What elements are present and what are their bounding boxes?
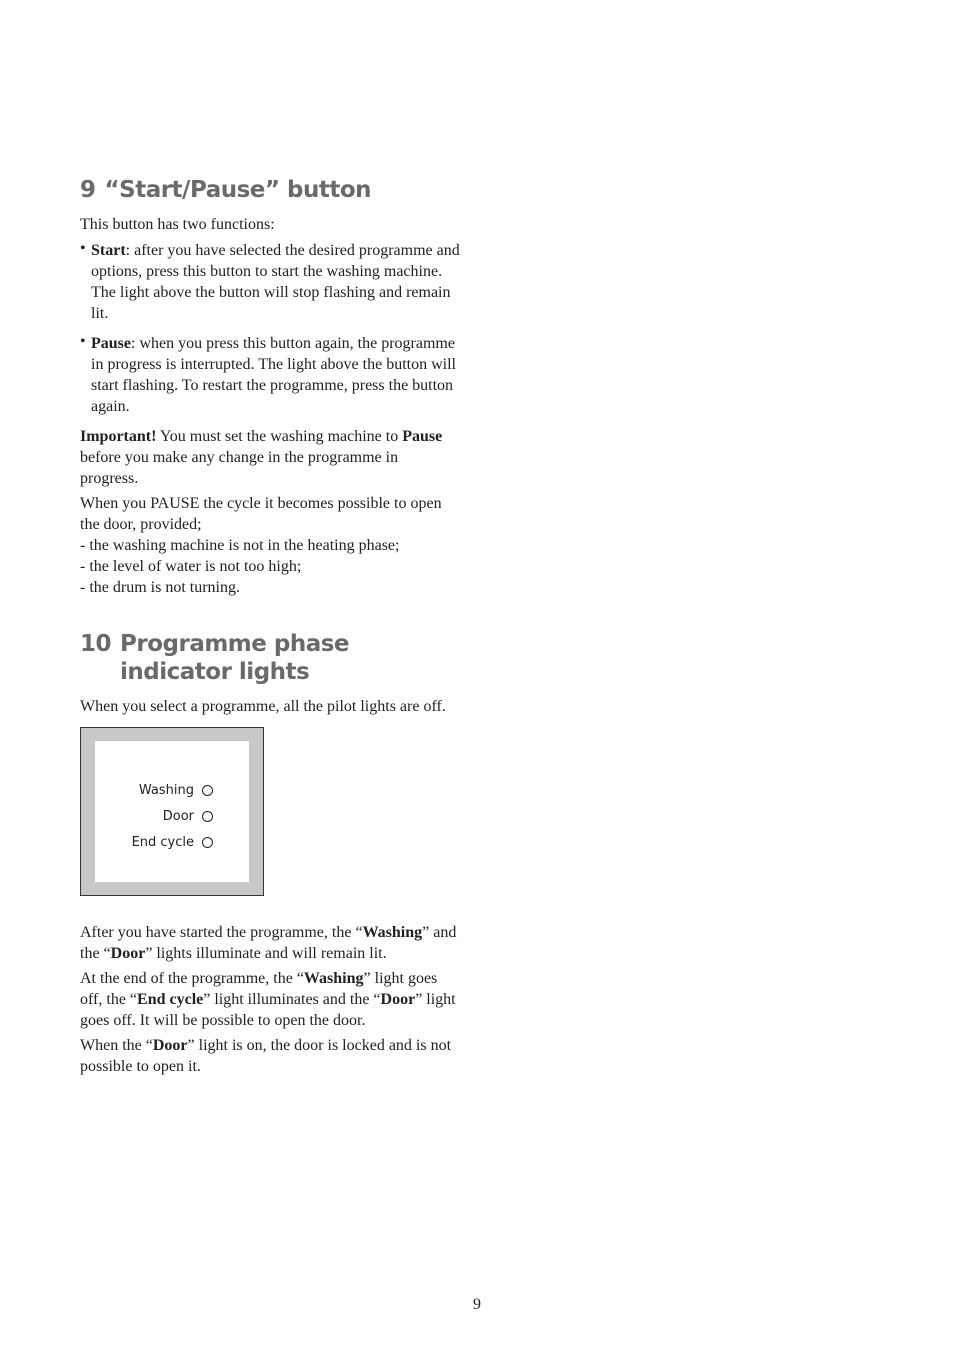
- section-10-heading: [80, 630, 460, 686]
- section-10-intro: When you select a programme, all the pilot lights are off.: [80, 698, 446, 715]
- text-run: When the “: [80, 1037, 153, 1054]
- pause-door-lead: When you PAUSE the cycle it becomes possible to open the door, provided;: [80, 495, 442, 533]
- section-9-number: 9: [80, 177, 96, 203]
- term-door: Door: [380, 991, 416, 1008]
- bullet-start-desc: : after you have selected the desired programme and options, press this button to start the washing machine. The light above the button will stop flashing and remain lit.: [91, 242, 460, 322]
- door-on-text: [80, 1035, 460, 1077]
- important-note: [80, 426, 460, 489]
- indicator-lamp-off-icon: [202, 785, 213, 796]
- pause-door-item-1: - the washing machine is not in the heating phase;: [80, 537, 400, 554]
- important-text-b: before you make any change in the programme in progress.: [80, 449, 399, 487]
- bullet-start: [80, 240, 460, 324]
- section-10-title: Programme phase indicator lights: [120, 631, 350, 685]
- important-text-a: You must set the washing machine to: [156, 428, 403, 445]
- bullet-start-text: [91, 240, 460, 324]
- section-9-heading: [80, 176, 460, 204]
- indicator-washing-label: Washing: [138, 783, 194, 798]
- term-washing: Washing: [362, 924, 423, 941]
- term-door: Door: [152, 1037, 188, 1054]
- indicator-door: [163, 809, 213, 824]
- term-door: Door: [110, 945, 146, 962]
- text-run: ” light goes off, the “: [80, 970, 438, 1008]
- bullet-pause-desc: : when you press this button again, the programme in progress is interrupted. The light above the button will start flashing. To restart the programme, press the button again.: [91, 335, 456, 415]
- text-run: ” light is on, the door is locked and is not possible to open it.: [80, 1037, 452, 1075]
- text-run: ” lights illuminate and will remain lit.: [145, 945, 387, 962]
- term-pause: Pause: [91, 335, 131, 352]
- indicator-panel-diagram: [80, 727, 264, 896]
- bullet-mark: •: [80, 240, 86, 257]
- bullet-pause-text: [91, 333, 460, 417]
- indicator-lamp-off-icon: [202, 837, 213, 848]
- indicator-panel-face: [95, 741, 249, 882]
- end-programme-text: [80, 968, 460, 1031]
- indicator-door-label: Door: [162, 809, 194, 824]
- text-run: ” light goes off. It will be possible to open the door.: [80, 991, 456, 1029]
- text-run: ” light illuminates and the “: [203, 991, 381, 1008]
- after-start-text: [80, 922, 460, 964]
- bullet-pause: [80, 333, 460, 417]
- text-run: After you have started the programme, the “: [80, 924, 363, 941]
- text-run: ” and the “: [80, 924, 457, 962]
- term-washing: Washing: [303, 970, 364, 987]
- indicator-lamp-off-icon: [202, 811, 213, 822]
- bullet-mark: •: [80, 333, 86, 350]
- text-run: At the end of the programme, the “: [80, 970, 304, 987]
- indicator-washing: [139, 783, 213, 798]
- pause-door-item-3: - the drum is not turning.: [80, 579, 240, 596]
- term-end-cycle: End cycle: [137, 991, 204, 1008]
- indicator-end-cycle: [132, 835, 213, 850]
- indicator-end-cycle-label: End cycle: [131, 835, 194, 850]
- important-label: Important!: [80, 428, 157, 445]
- section-9-intro: This button has two functions:: [80, 216, 275, 233]
- important-term-pause: Pause: [402, 428, 443, 445]
- term-start: Start: [91, 242, 126, 259]
- section-10-number: 10: [80, 631, 112, 657]
- page-number: 9: [473, 1296, 481, 1313]
- content-column: [80, 176, 460, 1081]
- pause-door-item-2: - the level of water is not too high;: [80, 558, 302, 575]
- section-9-title: “Start/Pause” button: [104, 177, 371, 203]
